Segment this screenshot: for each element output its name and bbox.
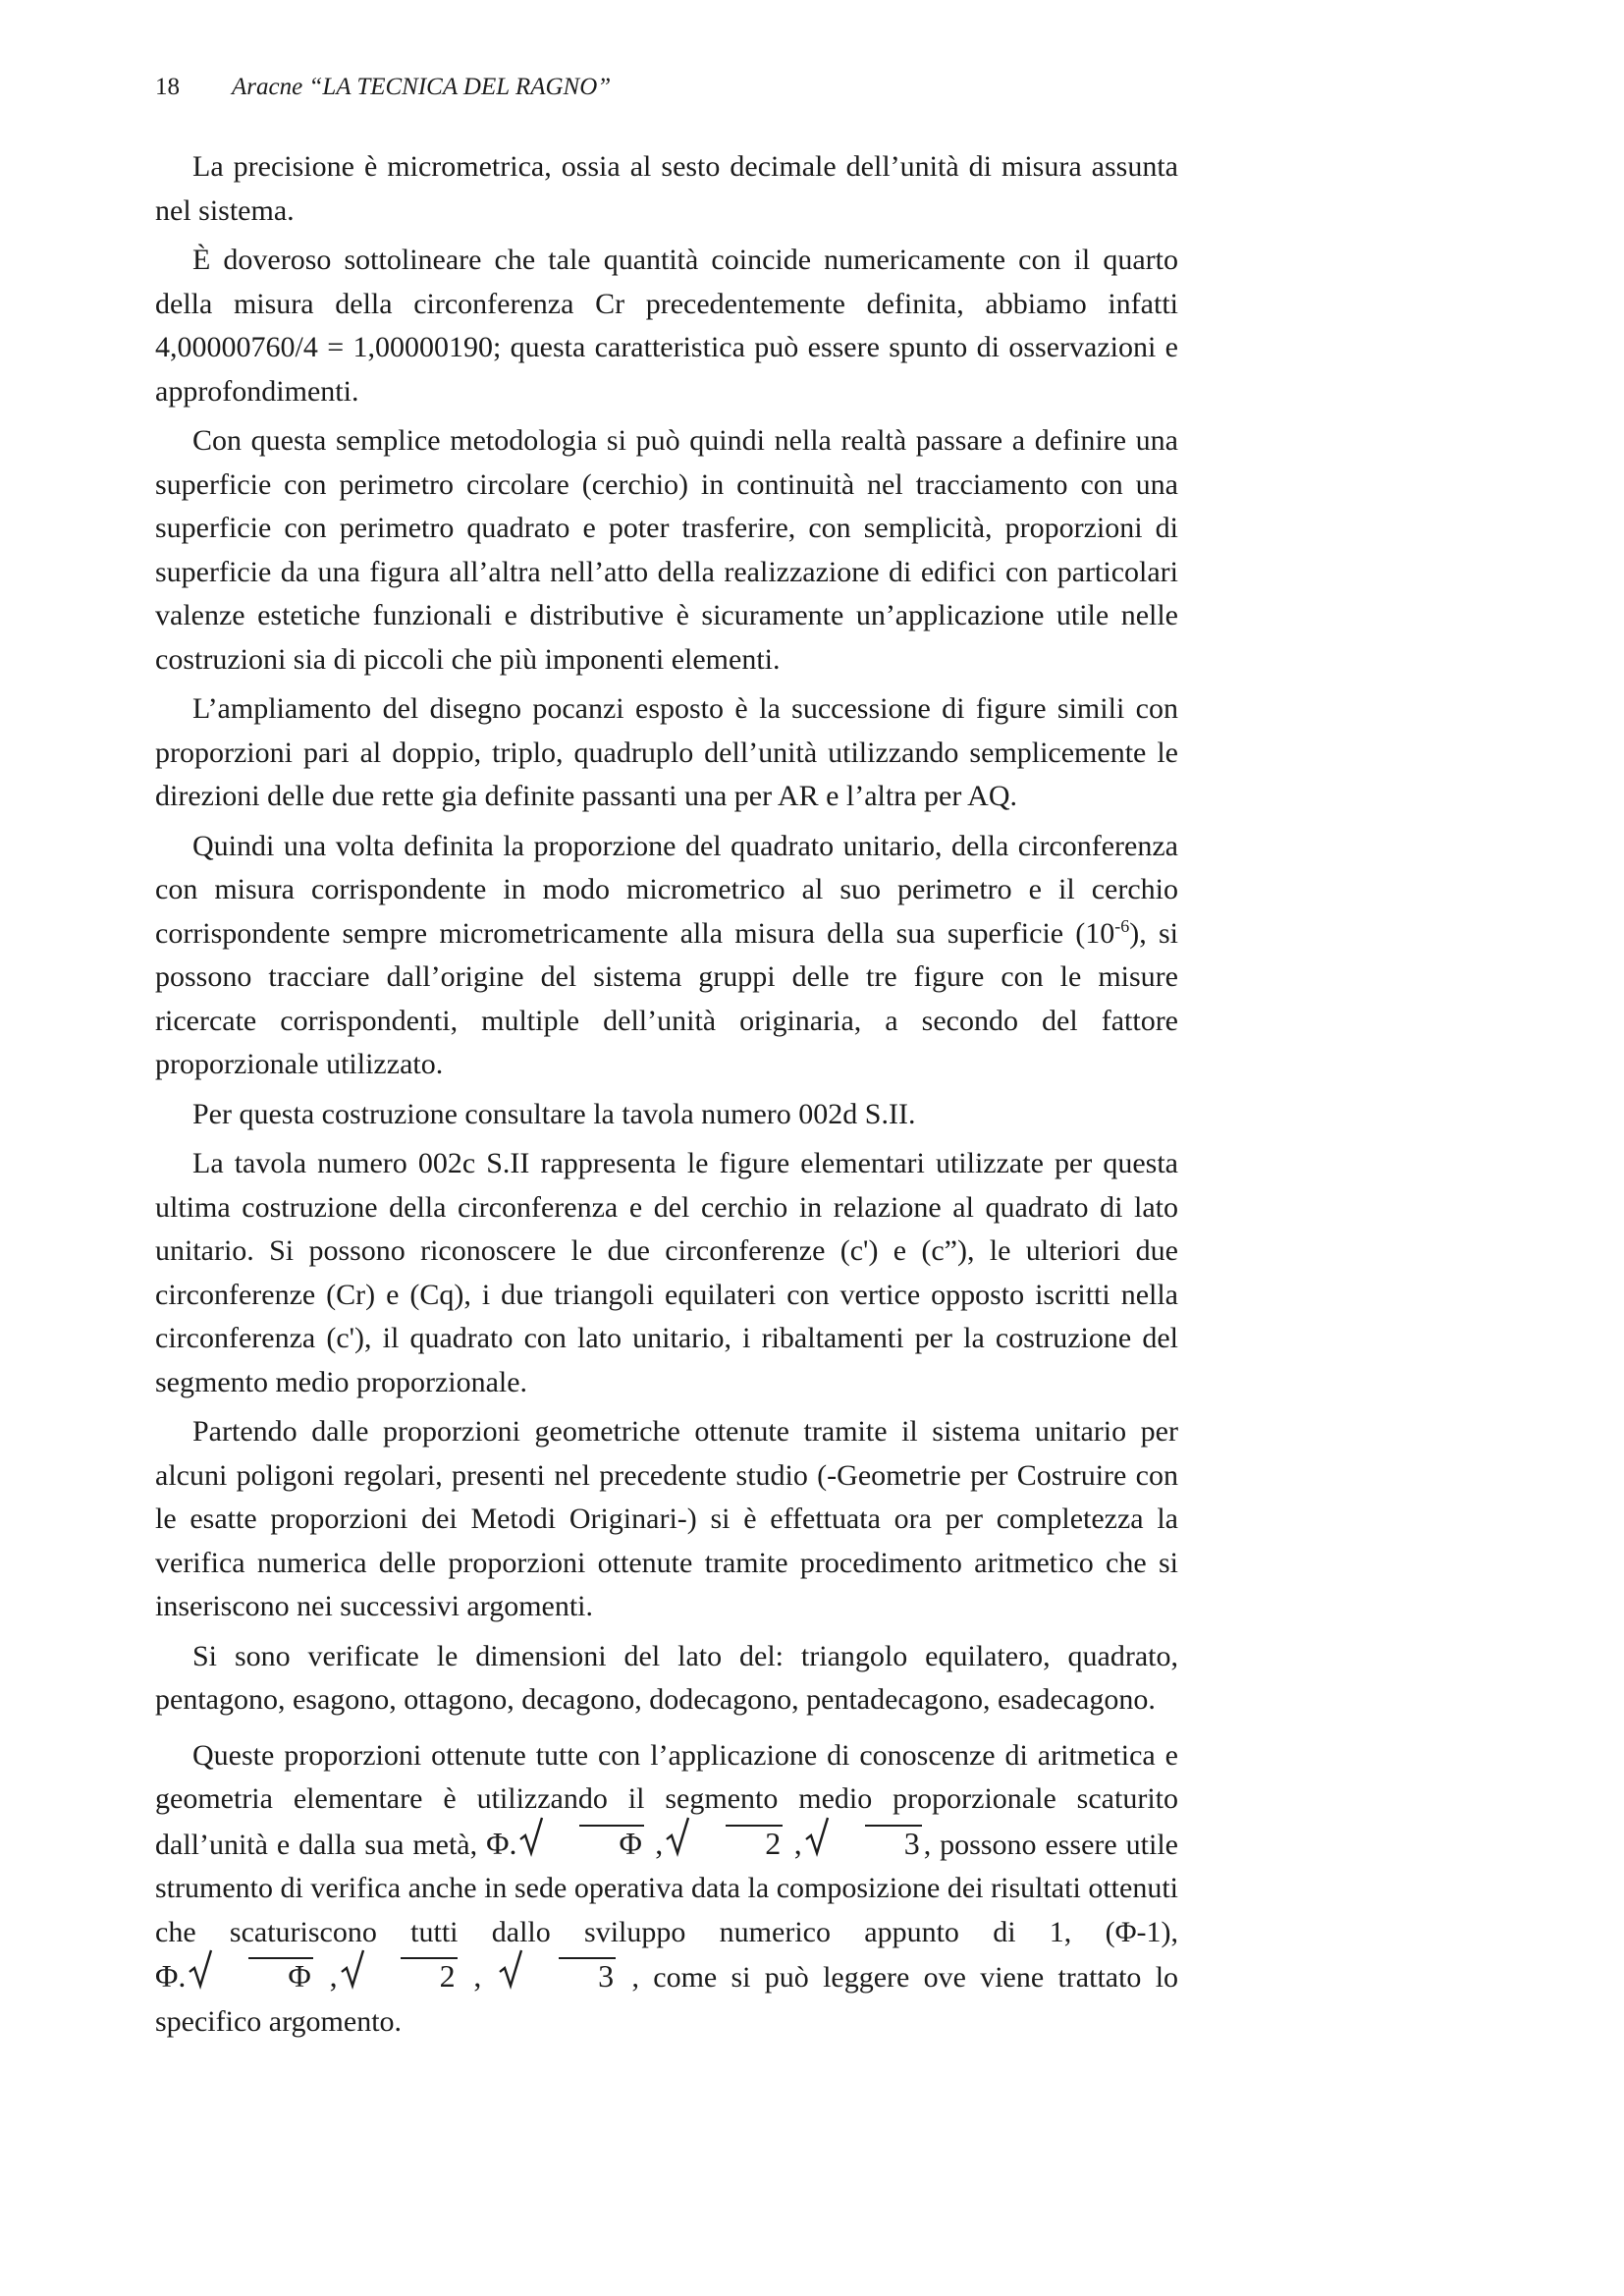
paragraph: Si sono verificate le dimensioni del lato del: triangolo equilatero, quadrato, pentagono, esagono, ottagono, decagono, dodecagono, pentadecagono, esadecagono.: [155, 1639, 1178, 1716]
radical-sign-icon: [665, 1816, 688, 1855]
paragraph: L’ampliamento del disegno pocanzi esposto è la successione di figure simili con proporzioni pari al doppio, triplo, quadruplo dell’unità utilizzando semplicemente le direzioni delle due rette gia definite passanti una per AR e l’altra per AQ.: [155, 692, 1178, 812]
separator: ,: [329, 1958, 338, 1994]
paragraph: Per questa costruzione consultare la tavola numero 002d S.II.: [192, 1097, 916, 1130]
page-number: 18: [155, 74, 180, 100]
radicand: Φ: [248, 1957, 312, 1993]
formula: [486, 1826, 924, 1861]
phi-symbol: Φ.: [486, 1825, 517, 1861]
radicand: 2: [726, 1825, 783, 1860]
separator: ,: [473, 1958, 482, 1994]
separator: ,: [793, 1825, 802, 1861]
radical-sign-icon: [188, 1948, 211, 1988]
separator: ,: [655, 1825, 664, 1861]
sqrt-two: [340, 1954, 458, 1998]
radicand: 3: [865, 1825, 922, 1860]
paragraph: Con questa semplice metodologia si può quindi nella realtà passare a definire una superficie con perimetro circolare (cerchio) in continuità nel tracciamento con una superficie con perimetro quadrato e poter trasferire, con semplicità, proporzioni di superficie da una figura all’altra nell’atto della realizzazione di edifici con particolari valenze estetiche funzionali e distributive è sicuramente un’applicazione utile nelle costruzioni sia di piccoli che più imponenti elementi.: [155, 424, 1178, 676]
paragraph: La tavola numero 002c S.II rappresenta le figure elementari utilizzate per questa ultima costruzione della circonferenza e del cerchio in relazione al quadrato di lato unitario. Si possono riconoscere le due circonferenze (c') e (c”), le ulteriori due circonferenze (Cr) e (Cq), i due triangoli equilateri con vertice opposto iscritti nella circonferenza (c'), il quadrato con lato unitario, i ribaltamenti per la costruzione del segmento medio proporzionale.: [155, 1147, 1178, 1398]
text-run: Quindi una volta definita la proporzione del quadrato unitario, della circonferenza con misura corrispondente in modo micrometrico al suo perimetro e il cerchio corrispondente sempre micrometricamente alla misura della sua superficie (10: [155, 829, 1178, 950]
text-run: Queste proporzioni ottenute tutte con l’applicazione di conoscenze di aritmetica e geometria elementare è utilizzando il segmento medio proporzionale scaturito dall’unità e dalla sua metà,: [155, 1738, 1178, 1861]
text-run: , possono essere utile strumento di verifica anche in sede operativa data la composizione dei risultati ottenuti che scaturiscono tutti dallo sviluppo numerico appunto di 1, (Φ-1),: [155, 1828, 1178, 1948]
radicand: 3: [559, 1957, 616, 1993]
sqrt-three: [804, 1822, 922, 1866]
radical-sign-icon: [518, 1816, 542, 1855]
sqrt-three: [498, 1954, 616, 1998]
sqrt-two: [665, 1822, 783, 1866]
radicand: 2: [401, 1957, 458, 1993]
formula: [155, 1958, 618, 1994]
radical-sign-icon: [498, 1948, 521, 1988]
radical-sign-icon: [340, 1948, 363, 1988]
paragraph: Partendo dalle proporzioni geometriche ottenute tramite il sistema unitario per alcuni poligoni regolari, presenti nel precedente studio (-Geometrie per Costruire con le esatte proporzioni dei Metodi Originari-) si è effettuata ora per completezza la verifica numerica delle proporzioni ottenute tramite procedimento aritmetico che si inseriscono nei successivi argomenti.: [155, 1415, 1178, 1622]
running-head: [155, 73, 611, 102]
text-run: ), si possono tracciare dall’origine del sistema gruppi delle tre figure con le misure ricercate corrispondenti, multiple dell’unità originaria, a secondo del fattore proporzionale utilizzato.: [155, 916, 1179, 1080]
exponent: -6: [1114, 915, 1130, 936]
running-title: Aracne “LA TECNICA DEL RAGNO”: [232, 74, 612, 100]
phi-symbol: Φ.: [155, 1958, 187, 1994]
paragraph: È doveroso sottolineare che tale quantità coincide numericamente con il quarto della misura della circonferenza Cr precedentemente definita, abbiamo infatti 4,00000760/4 = 1,00000190; questa caratteristica può essere spunto di osservazioni e approfondimenti.: [155, 244, 1178, 408]
body-text: [155, 145, 1178, 2050]
paragraph: [155, 1734, 1178, 2045]
sqrt-phi: [188, 1954, 312, 1998]
radicand: Φ: [579, 1825, 643, 1860]
paragraph: [155, 825, 1178, 1087]
text-run: , come si può leggere ove viene trattato lo specifico argomento.: [155, 1961, 1179, 2038]
sqrt-phi: [518, 1822, 643, 1866]
radical-sign-icon: [804, 1816, 828, 1855]
paragraph: La precisione è micrometrica, ossia al sesto decimale dell’unità di misura assunta nel sistema.: [155, 150, 1178, 227]
